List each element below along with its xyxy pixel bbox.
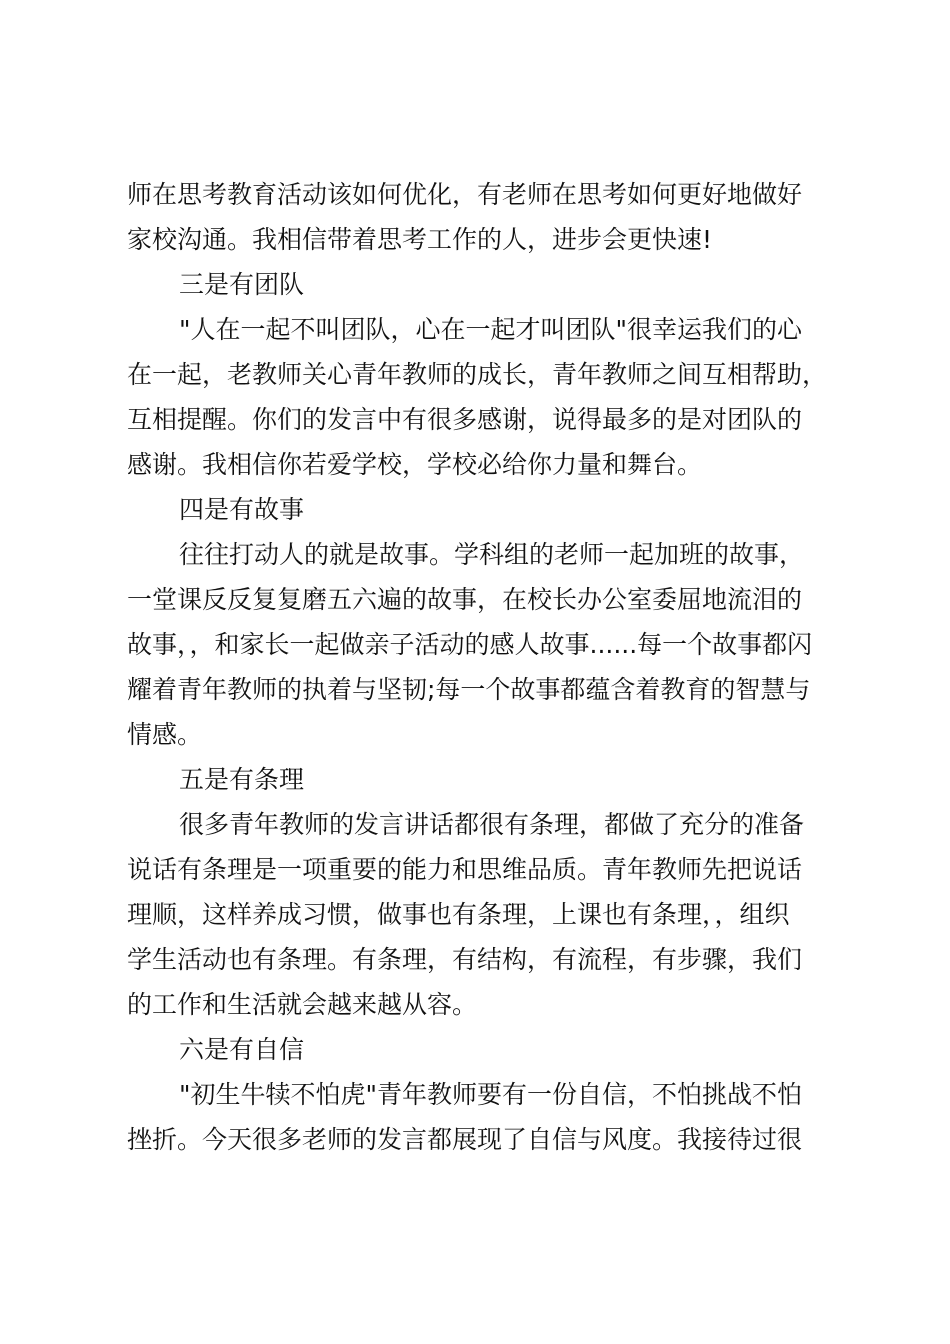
text-line: 在一起，老教师关心青年教师的成长，青年教师之间互相帮助， xyxy=(127,360,828,389)
text-line: 挫折。今天很多老师的发言都展现了自信与风度。我接待过很 xyxy=(127,1125,803,1154)
text-line: 很多青年教师的发言讲话都很有条理，都做了充分的准备 xyxy=(179,810,805,839)
section-heading: 四是有故事 xyxy=(179,495,305,524)
text-line: 情感。 xyxy=(127,720,203,749)
document-page xyxy=(127,172,847,1162)
text-line: 说话有条理是一项重要的能力和思维品质。青年教师先把说话 xyxy=(127,855,803,884)
text-line: "人在一起不叫团队，心在一起才叫团队"很幸运我们的心 xyxy=(179,315,803,344)
text-line: "初生牛犊不怕虎"青年教师要有一份自信，不怕挑战不怕 xyxy=(179,1080,803,1109)
text-line: 耀着青年教师的执着与坚韧;每一个故事都蕴含着教育的智慧与 xyxy=(127,675,811,704)
text-line: 师在思考教育活动该如何优化，有老师在思考如何更好地做好 xyxy=(127,180,803,209)
text-line: 理顺，这样养成习惯，做事也有条理，上课也有条理，，组织 xyxy=(127,900,790,929)
text-line: 故事，，和家长一起做亲子活动的感人故事......每一个故事都闪 xyxy=(127,630,813,659)
section-heading: 五是有条理 xyxy=(179,765,305,794)
text-line: 家校沟通。我相信带着思考工作的人，进步会更快速! xyxy=(127,225,713,254)
text-line: 的工作和生活就会越来越从容。 xyxy=(127,990,478,1019)
text-line: 一堂课反反复复磨五六遍的故事，在校长办公室委屈地流泪的 xyxy=(127,585,803,614)
text-line: 感谢。我相信你若爱学校，学校必给你力量和舞台。 xyxy=(127,450,703,479)
text-line: 互相提醒。你们的发言中有很多感谢，说得最多的是对团队的 xyxy=(127,405,803,434)
text-line: 学生活动也有条理。有条理，有结构，有流程，有步骤，我们 xyxy=(127,945,803,974)
section-heading: 六是有自信 xyxy=(179,1035,305,1064)
text-line: 往往打动人的就是故事。学科组的老师一起加班的故事， xyxy=(179,540,805,569)
section-heading: 三是有团队 xyxy=(179,270,305,299)
